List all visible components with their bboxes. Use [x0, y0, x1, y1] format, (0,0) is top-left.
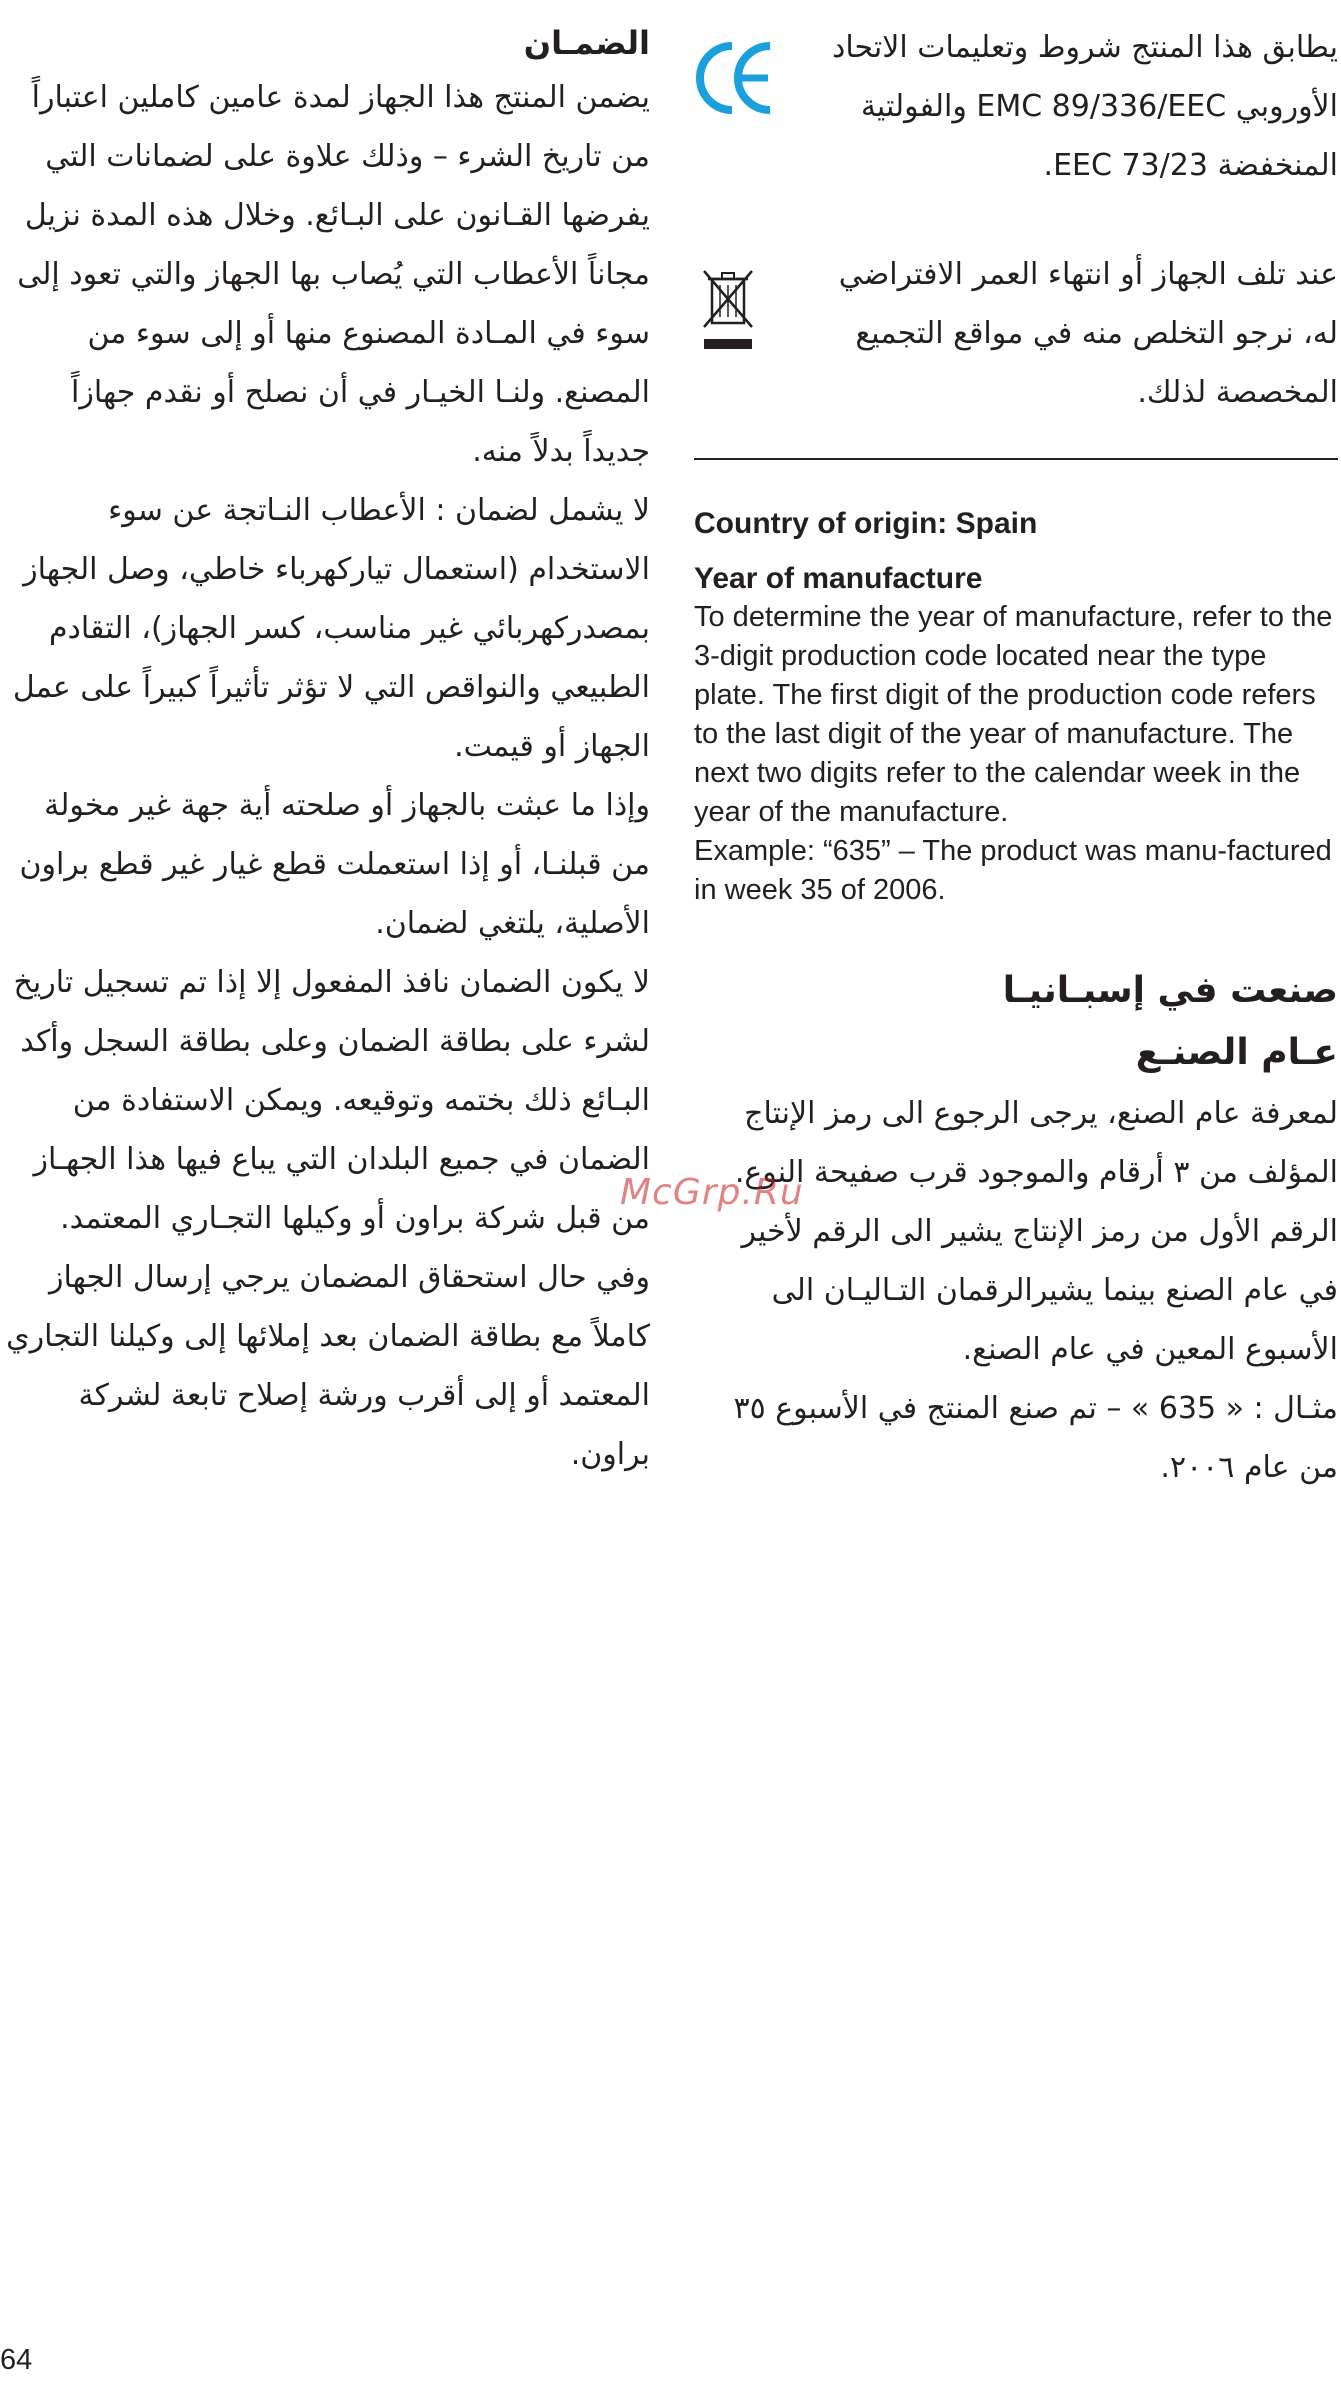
arabic-year-heading: عـام الصنـع	[1135, 1032, 1338, 1073]
section-divider	[694, 458, 1338, 460]
warranty-paragraph: لا يكون الضمان نافذ المفعول إلا إذا تم تسجيل تاريخ لشرء على بطاقة الضمان وعلى بطاقة السجل وأكد البـائع ذلك بختمه وتوقيعه. ويمكن الاستفادة من الضمان في جميع البلدان التي يباع فيها هذا الجهـاز من قبل شركة براون أو وكيلها التجـاري المعتمد.	[13, 965, 650, 1236]
disposal-notice	[694, 245, 1338, 422]
warranty-paragraph: وفي حال استحقاق المضمان يرجي إرسال الجهاز كاملاً مع بطاقة الضمان بعد إملائها إلى وكيلنا التجاري المعتمد أو إلى أقرب ورشة إصلاح تابعة لشركة براون.	[6, 1260, 650, 1472]
warranty-paragraph: وإذا ما عبثت بالجهاز أو صلحته أية جهة غير مخولة من قبلنـا، أو إذا استعملت قطع غيار غير قطع براون الأصلية، يلتغي لضمان.	[19, 788, 650, 941]
arabic-example-text: مثـال : « 635 » – تم صنع المنتج في الأسبوع ٣٥ من عام ٢٠٠٦.	[733, 1391, 1338, 1485]
warranty-paragraph: لا يشمل لضمان : الأعطاب النـاتجة عن سوء الاستخدام (استعمال تياركهرباء خاطي، وصل الجهاز بمصدركهربائي غير مناسب، كسر الجهاز)، التقادم الطبيعي والنواقص التي لا تؤثر تأثيراً كبيراً على عمل الجهاز أو قيمت.	[12, 493, 650, 764]
example-text: Example: “635” – The product was manu-factured in week 35 of 2006.	[694, 835, 1332, 906]
country-of-origin: Country of origin: Spain	[694, 507, 1038, 540]
ce-notice-text: يطابق هذا المنتج شروط وتعليمات الاتحاد الأوروبي EMC 89/336/EEC والفولتية المنخفضة 73/23 EEC.	[832, 30, 1338, 183]
ce-mark-icon	[696, 38, 776, 118]
disposal-notice-text: عند تلف الجهاز أو انتهاء العمر الافتراضي له، نرجو التخلص منه في مواقع التجميع المخصصة لذلك.	[838, 257, 1338, 410]
arabic-origin-heading: صنعت في إسبـانيـا	[1002, 970, 1338, 1011]
warranty-paragraph: يضمن المنتج هذا الجهاز لمدة عامين كاملين اعتباراً من تاريخ الشرء – وذلك علاوة على لضمانات التي يفرضها القـانون على البـائع. وخلال هذه المدة نزيل مجاناً الأعطاب التي يُصاب بها الجهاز والتي تعود إلى سوء في المـادة المصنوع منها أو إلى سوء من المصنع. ولنـا الخيـار في أن نصلح أو نقدم جهازاً جديداً بدلاً منه.	[17, 80, 650, 469]
watermark: McGrp.Ru	[620, 1172, 804, 1213]
ce-notice	[694, 18, 1338, 195]
warranty-heading: الضمـان	[523, 24, 650, 62]
year-text: To determine the year of manufacture, refer to the 3-digit production code located near the type plate. The first digit of the production code refers to the last digit of the year of manufacture. The next two digits refer to the calendar week in the year of the manufacture.	[694, 601, 1333, 828]
compliance-section	[694, 18, 1338, 1497]
crossed-bin-icon	[698, 265, 758, 355]
year-heading: Year of manufacture	[694, 562, 983, 595]
page-number: 64	[0, 2344, 33, 2376]
warranty-section	[0, 18, 650, 1484]
arabic-year-text: لمعرفة عام الصنع، يرجى الرجوع الى رمز الإنتاج المؤلف من ٣ أرقام والموجود قرب صفيحة النوع. الرقم الأول من رمز الإنتاج يشير الى الرقم لأخير في عام الصنع بينما يشيرالرقمان التـاليـان الى الأسبوع المعين في عام الصنع.	[734, 1096, 1338, 1367]
